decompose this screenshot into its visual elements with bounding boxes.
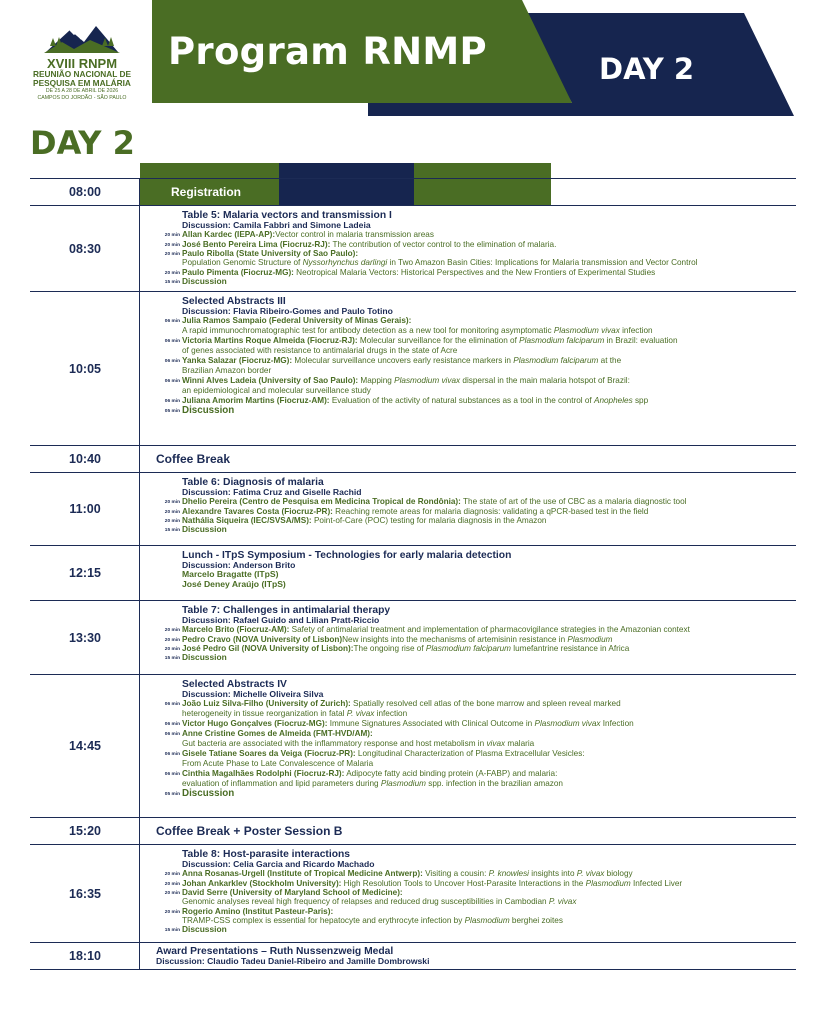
discussion-label: Discussion bbox=[182, 405, 235, 417]
speaker-name: Julia Ramos Sampaio (Federal University of Minas Gerais): bbox=[182, 316, 412, 326]
speaker-name: José Pedro Gil (NOVA University of Lisbon): bbox=[182, 644, 354, 653]
talk-title: Immune Signatures Associated with Clinical Outcome in Plasmodium vivax Infection bbox=[327, 719, 634, 729]
talk-item bbox=[164, 749, 796, 759]
talk-title: of genes associated with resistance to antimalarial drugs in the state of Acre bbox=[182, 346, 458, 356]
speaker-name: David Serre (University of Maryland School of Medicine): bbox=[182, 888, 403, 897]
talk-item bbox=[182, 346, 796, 356]
time-cell: 08:00 bbox=[69, 185, 101, 199]
speaker-name: Nathália Siqueira (IEC/SVSA/MS): bbox=[182, 516, 312, 525]
talk-item bbox=[164, 719, 796, 729]
duration-label: 20 min bbox=[164, 519, 180, 524]
schedule-row bbox=[30, 817, 796, 844]
duration-label: 06 min bbox=[164, 752, 180, 758]
talk-item bbox=[164, 524, 796, 535]
schedule-row bbox=[30, 674, 796, 817]
time-cell: 10:05 bbox=[69, 361, 101, 376]
duration-label: 20 min bbox=[164, 881, 180, 887]
duration-label: 20 min bbox=[164, 252, 180, 257]
talk-item bbox=[164, 336, 796, 346]
duration-label: 20 min bbox=[164, 647, 180, 652]
speaker-name: Anne Cristine Gomes de Almeida (FMT-HVD/AM): bbox=[182, 729, 373, 739]
talk-item bbox=[164, 634, 796, 644]
logo-name-line: REUNIÃO NACIONAL DE bbox=[32, 69, 132, 79]
talk-title: From Acute Phase to Late Convalescence of Malaria bbox=[182, 759, 374, 769]
schedule-row bbox=[30, 178, 796, 205]
session-block bbox=[164, 477, 796, 535]
speaker-name: Rogerio Amino (Institut Pasteur-Paris): bbox=[182, 906, 334, 916]
speaker-name: José Bento Pereira Lima (Fiocruz-RJ): bbox=[182, 239, 331, 249]
break-title: Coffee Break + Poster Session B bbox=[156, 824, 343, 838]
speaker-name: Anna Rosanas-Urgell (Institute of Tropical Medicine Antwerp): bbox=[182, 869, 423, 879]
talk-item bbox=[164, 924, 796, 935]
session-discussion: Discussion: Anderson Brito bbox=[182, 560, 296, 570]
mountain-logo-icon bbox=[40, 22, 124, 56]
speaker-name: Paulo Pimenta (Fiocruz-MG): bbox=[182, 267, 294, 277]
registration-label: Registration bbox=[171, 185, 242, 199]
talk-title: High Resolution Tools to Uncover Host-Parasite Interactions in the Plasmodium Infected Liver bbox=[341, 878, 683, 888]
schedule-row bbox=[30, 942, 796, 970]
session-title: Lunch - ITpS Symposium - Technologies for early malaria detection bbox=[182, 550, 512, 561]
column-divider bbox=[139, 446, 140, 472]
duration-label: 20 min bbox=[164, 872, 180, 878]
speaker-name: Pedro Cravo (NOVA University of Lisbon) bbox=[182, 634, 343, 644]
session-cell bbox=[142, 601, 796, 674]
duration-label: 06 min bbox=[164, 702, 180, 708]
time-cell: 14:45 bbox=[69, 739, 101, 753]
duration-label: 06 min bbox=[164, 319, 180, 325]
talk-item bbox=[164, 376, 796, 386]
schedule-row bbox=[30, 291, 796, 445]
column-divider bbox=[139, 943, 140, 969]
speaker-name: Allan Kardec (IEPA-AP): bbox=[182, 230, 276, 240]
talk-item bbox=[182, 916, 796, 925]
speaker-name: José Deney Araújo (ITpS) bbox=[182, 578, 286, 589]
talk-title: evaluation of inflammation and lipid parameters during Plasmodium spp. infection in the brazilian amazon bbox=[182, 779, 563, 789]
talk-item bbox=[164, 506, 796, 516]
speaker-name: Marcelo Brito (Fiocruz-AM): bbox=[182, 625, 290, 635]
schedule-row bbox=[30, 600, 796, 674]
day-tag: DAY 2 bbox=[599, 52, 695, 86]
logo-location: CAMPOS DO JORDÃO - SÃO PAULO bbox=[37, 94, 127, 101]
talk-item bbox=[182, 326, 796, 336]
talk-item bbox=[182, 739, 796, 749]
session-discussion: Discussion: Celia Garcia and Ricardo Machado bbox=[182, 859, 375, 869]
duration-label: 20 min bbox=[164, 509, 180, 515]
talk-title: A rapid immunochromatographic test for antibody detection as a new tool for monitoring asymptomatic Plasmodium vivax infection bbox=[182, 326, 653, 336]
schedule-row bbox=[30, 472, 796, 545]
duration-label: 15 min bbox=[164, 528, 180, 534]
session-cell bbox=[142, 675, 796, 817]
talk-item bbox=[164, 275, 796, 286]
session-discussion: Discussion: Camila Fabbri and Simone Ladeia bbox=[182, 220, 371, 230]
session-discussion: Discussion: Fatima Cruz and Giselle Rachid bbox=[182, 487, 362, 497]
column-divider bbox=[139, 473, 140, 545]
speaker-name: Victoria Martins Roque Almeida (Fiocruz-RJ): bbox=[182, 336, 358, 346]
talk-item bbox=[164, 888, 796, 897]
speaker-name: Winni Alves Ladeia (University of Sao Paulo): bbox=[182, 376, 359, 386]
time-cell: 10:40 bbox=[69, 452, 101, 466]
talk-title: Longitudinal Characterization of Plasma Extracellular Vesicles: bbox=[355, 749, 585, 759]
talk-item bbox=[182, 897, 796, 906]
duration-label: 20 min bbox=[164, 270, 180, 276]
logo-dates: DE 25 A 28 DE ABRIL DE 2026 bbox=[45, 88, 119, 94]
discussion-label: Discussion bbox=[182, 924, 227, 935]
talk-title: The contribution of vector control to the elimination of malaria. bbox=[330, 239, 557, 249]
talk-item bbox=[182, 386, 796, 396]
discussion-label: Discussion bbox=[182, 788, 235, 800]
talk-title: The ongoing rise of Plasmodium falciparum lumefantrine resistance in Africa bbox=[353, 644, 630, 653]
session-block bbox=[182, 550, 796, 589]
talk-title: Visiting a cousin: P. knowlesi insights into P. vivax biology bbox=[422, 869, 633, 879]
logo-edition: XVIII RNPM bbox=[46, 56, 118, 71]
duration-label: 06 min bbox=[164, 732, 180, 738]
schedule-row bbox=[30, 445, 796, 472]
duration-label: 06 min bbox=[164, 772, 180, 778]
talk-item bbox=[164, 644, 796, 653]
column-divider bbox=[139, 546, 140, 600]
talk-item bbox=[164, 396, 796, 406]
duration-label: 05 min bbox=[164, 792, 180, 798]
talk-item bbox=[164, 267, 796, 277]
session-cell bbox=[142, 206, 796, 291]
talk-title: Molecular surveillance uncovers early resistance markers in Plasmodium falciparum at the bbox=[292, 356, 622, 366]
duration-label: 15 min bbox=[164, 279, 180, 285]
talk-item bbox=[164, 497, 796, 507]
talk-title: heterogeneity in tissue reorganization in fatal P. vivax infection bbox=[182, 709, 408, 719]
session-title: Table 5: Malaria vectors and transmission I bbox=[182, 210, 392, 221]
talk-title: Spatially resolved cell atlas of the bone marrow and spleen reveal marked bbox=[350, 699, 621, 709]
talk-item bbox=[164, 356, 796, 366]
duration-label: 20 min bbox=[164, 233, 180, 239]
speaker-name: Dhelio Pereira (Centro de Pesquisa em Medicina Tropical de Rondônia): bbox=[182, 497, 461, 507]
time-cell: 12:15 bbox=[69, 566, 101, 580]
talk-title: Safety of antimalarial treatment and implementation of pharmacovigilance strategies in the Amazonian context bbox=[289, 625, 690, 635]
session-title: Selected Abstracts III bbox=[182, 296, 286, 307]
discussion-label: Discussion bbox=[182, 652, 227, 663]
schedule-row bbox=[30, 844, 796, 942]
talk-title: Brazilian Amazon border bbox=[182, 366, 272, 376]
session-block bbox=[164, 296, 796, 417]
duration-label: 06 min bbox=[164, 722, 180, 728]
session-block bbox=[164, 679, 796, 800]
talk-item bbox=[164, 869, 796, 879]
talk-title: an epidemiological and molecular surveillance study bbox=[182, 386, 371, 396]
talk-title: Mapping Plasmodium vivax dispersal in the main malaria hotspot of Brazil: bbox=[358, 376, 630, 386]
talk-item bbox=[164, 729, 796, 739]
talk-item bbox=[164, 405, 796, 417]
column-divider bbox=[139, 292, 140, 445]
talk-item bbox=[182, 759, 796, 769]
speaker-name: João Luiz Silva-Filho (University of Zurich): bbox=[182, 699, 351, 709]
talk-item bbox=[164, 516, 796, 525]
session-title: Award Presentations – Ruth Nussenzweig Medal bbox=[156, 946, 394, 957]
duration-label: 05 min bbox=[164, 409, 180, 415]
duration-label: 06 min bbox=[164, 339, 180, 345]
talk-item bbox=[164, 652, 796, 663]
column-divider bbox=[139, 601, 140, 674]
session-block bbox=[156, 946, 796, 966]
speaker-name: Marcelo Bragatte (ITpS) bbox=[182, 569, 279, 580]
talk-title: Evaluation of the activity of natural substances as a tool in the control of Anopheles spp bbox=[329, 396, 649, 406]
talk-item bbox=[164, 788, 796, 800]
duration-label: 15 min bbox=[164, 656, 180, 662]
session-cell bbox=[142, 943, 796, 969]
column-divider bbox=[139, 179, 140, 205]
talk-item bbox=[164, 239, 796, 249]
session-title: Table 8: Host-parasite interactions bbox=[182, 849, 351, 860]
schedule-row bbox=[30, 545, 796, 600]
talk-item bbox=[182, 258, 796, 267]
time-cell: 13:30 bbox=[69, 630, 101, 645]
session-cell bbox=[142, 179, 796, 205]
session-block bbox=[164, 210, 796, 286]
duration-label: 20 min bbox=[164, 500, 180, 506]
session-discussion: Discussion: Michelle Oliveira Silva bbox=[182, 689, 324, 699]
talk-item bbox=[164, 249, 796, 258]
talk-item bbox=[182, 709, 796, 719]
page-title: Program RNMP bbox=[168, 30, 487, 73]
session-title: Table 7: Challenges in antimalarial therapy bbox=[182, 605, 391, 616]
session-block bbox=[164, 849, 796, 935]
talk-item bbox=[164, 699, 796, 709]
duration-label: 06 min bbox=[164, 379, 180, 385]
session-cell bbox=[142, 292, 796, 445]
speaker-name: Juliana Amorim Martins (Fiocruz-AM): bbox=[182, 396, 330, 406]
talk-title: Molecular surveillance for the elimination of Plasmodium falciparum in Brazil: evaluation bbox=[357, 336, 678, 346]
session-cell bbox=[142, 546, 796, 600]
time-cell: 16:35 bbox=[69, 886, 101, 901]
duration-label: 06 min bbox=[164, 399, 180, 405]
session-discussion: Discussion: Claudio Tadeu Daniel-Ribeiro and Jamille Dombrowski bbox=[156, 956, 430, 966]
talk-title: Reaching remote areas for malaria diagnosis: validating a qPCR-based test in the field bbox=[332, 506, 649, 516]
speaker-name: Johan Ankarklev (Stockholm University): bbox=[182, 878, 342, 888]
speaker-name: Gisele Tatiane Soares da Veiga (Fiocruz-PR): bbox=[182, 749, 356, 759]
talk-item bbox=[182, 779, 796, 789]
break-title: Coffee Break bbox=[156, 452, 231, 466]
column-divider bbox=[139, 675, 140, 817]
schedule-row bbox=[30, 205, 796, 291]
speaker-name: Yanka Salazar (Fiocruz-MG): bbox=[182, 356, 293, 366]
discussion-label: Discussion bbox=[182, 275, 227, 286]
duration-label: 06 min bbox=[164, 359, 180, 365]
logo-name-line: PESQUISA EM MALÁRIA bbox=[33, 78, 131, 88]
talk-title: The state of art of the use of CBC as a malaria diagnostic tool bbox=[460, 497, 687, 507]
duration-label: 20 min bbox=[164, 891, 180, 896]
discussion-label: Discussion bbox=[182, 524, 227, 535]
speaker-name: Cinthia Magalhães Rodolphi (Fiocruz-RJ): bbox=[182, 769, 345, 779]
session-title: Table 6: Diagnosis of malaria bbox=[182, 477, 324, 488]
talk-item bbox=[164, 906, 796, 916]
talk-item bbox=[164, 769, 796, 779]
talk-title: Adipocyte fatty acid binding protein (A-FABP) and malaria: bbox=[344, 769, 558, 779]
talk-item bbox=[164, 230, 796, 240]
session-discussion: Discussion: Flavia Ribeiro-Gomes and Paulo Totino bbox=[182, 306, 393, 316]
talk-item bbox=[164, 625, 796, 635]
talk-title: Neotropical Malaria Vectors: Historical Perspectives and the New Frontiers of Experimental Studies bbox=[293, 267, 656, 277]
duration-label: 20 min bbox=[164, 242, 180, 248]
session-cell bbox=[142, 473, 796, 545]
day-heading: DAY 2 bbox=[30, 124, 135, 162]
talk-item bbox=[164, 878, 796, 888]
time-cell: 18:10 bbox=[69, 949, 101, 963]
duration-label: 20 min bbox=[164, 628, 180, 634]
talk-item bbox=[182, 366, 796, 376]
duration-label: 20 min bbox=[164, 909, 180, 915]
talk-title: TRAMP-CSS complex is essential for hepatocyte and erythrocyte infection by Plasmodium berghei zoites bbox=[182, 915, 563, 925]
session-discussion: Discussion: Rafael Guido and Lilian Pratt-Riccio bbox=[182, 615, 380, 625]
talk-item bbox=[164, 316, 796, 326]
session-cell bbox=[142, 845, 796, 942]
event-logo bbox=[26, 22, 138, 101]
talk-title: Point-of-Care (POC) testing for malaria diagnosis in the Amazon bbox=[311, 516, 547, 525]
column-divider bbox=[139, 845, 140, 942]
column-divider bbox=[139, 206, 140, 291]
column-divider bbox=[139, 818, 140, 844]
duration-label: 15 min bbox=[164, 928, 180, 934]
talk-title: New insights into the mechanisms of artemisinin resistance in Plasmodium bbox=[342, 634, 613, 644]
talk-title: Population Genomic Structure of Nyssorhynchus darlingi in Two Amazon Basin Cities: Implications for Malaria transmission and Vector Control bbox=[182, 258, 698, 268]
speaker-name: Victor Hugo Gonçalves (Fiocruz-MG): bbox=[182, 719, 328, 729]
talk-title: Genomic analyses reveal high frequency of relapses and reduced drug susceptibilities in Cambodian P. vivax bbox=[182, 897, 577, 907]
time-cell: 15:20 bbox=[69, 824, 101, 838]
speaker-name: Alexandre Tavares Costa (Fiocruz-PR): bbox=[182, 506, 333, 516]
speaker-name: Paulo Ribolla (State University of Sao Paulo): bbox=[182, 249, 359, 258]
time-cell: 11:00 bbox=[69, 502, 101, 516]
talk-title: Vector control in malaria transmission areas bbox=[275, 230, 434, 240]
time-cell: 08:30 bbox=[69, 241, 101, 256]
session-title: Selected Abstracts IV bbox=[182, 679, 287, 690]
session-cell bbox=[142, 446, 796, 472]
session-cell bbox=[142, 818, 796, 844]
session-block bbox=[164, 605, 796, 663]
duration-label: 20 min bbox=[164, 637, 180, 643]
talk-title: Gut bacteria are associated with the inflammatory response and host metabolism in vivax malaria bbox=[182, 739, 535, 749]
